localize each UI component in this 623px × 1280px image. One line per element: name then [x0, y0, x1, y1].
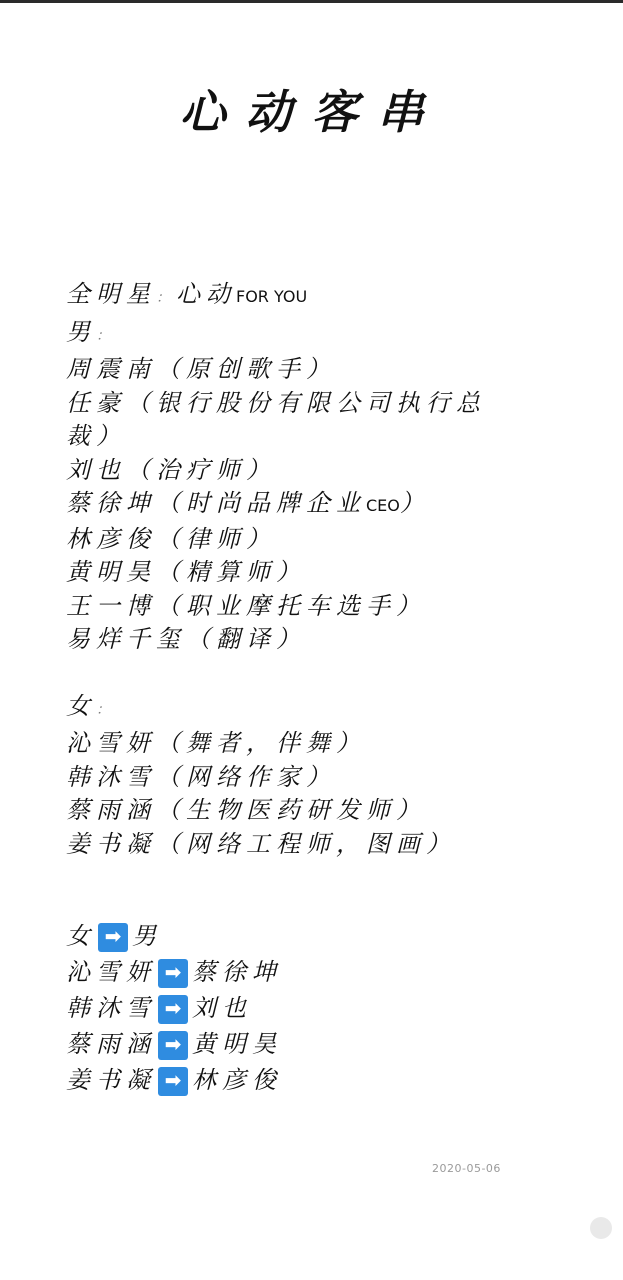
- floating-dot-button[interactable]: [590, 1217, 612, 1239]
- allstar-colon: ：: [156, 290, 176, 306]
- note-date: 2020-05-06: [432, 1162, 501, 1175]
- show-name-latin: FOR YOU: [236, 287, 308, 306]
- male-item: 黄明昊（精算师）: [66, 558, 306, 586]
- pair-left: 蔡雨涵: [66, 1030, 156, 1059]
- allstar-label: 全明星: [66, 280, 156, 308]
- pair-left: 韩沐雪: [66, 994, 156, 1023]
- top-border: [0, 0, 623, 3]
- allstar-line: [66, 278, 506, 316]
- pair-right: 刘也: [192, 994, 252, 1023]
- pair-left: 女: [66, 922, 96, 951]
- pairing-row: [66, 1063, 506, 1099]
- right-arrow-icon: ➡: [158, 995, 188, 1024]
- female-item: 姜书凝（网络工程师，图画）: [66, 829, 456, 858]
- pair-left: 沁雪妍: [66, 958, 156, 987]
- note-body: [66, 278, 506, 1099]
- female-header: [66, 690, 506, 728]
- male-item: 刘也（治疗师）: [66, 455, 276, 484]
- male-item-text: 蔡徐坤（时尚品牌企业: [66, 489, 366, 517]
- female-item: 沁雪妍（舞者，伴舞）: [66, 729, 366, 757]
- male-item-close: ）: [399, 489, 430, 517]
- male-item: 林彦俊（律师）: [66, 524, 276, 553]
- right-arrow-icon: ➡: [158, 1031, 188, 1060]
- male-item: [66, 487, 506, 523]
- male-item: 任豪（银行股份有限公司执行总裁）: [66, 388, 486, 450]
- female-item: 韩沐雪（网络作家）: [66, 762, 336, 791]
- male-header-colon: ：: [96, 327, 116, 344]
- female-header-colon: ：: [96, 701, 116, 718]
- right-arrow-icon: ➡: [158, 959, 188, 988]
- right-arrow-icon: ➡: [98, 923, 128, 952]
- pair-left: 姜书凝: [66, 1066, 156, 1095]
- page-title: 心动客串: [179, 85, 444, 139]
- pairing-row: [66, 991, 506, 1027]
- female-item: 蔡雨涵（生物医药研发师）: [66, 796, 426, 824]
- male-item: 周震南（原创歌手）: [66, 355, 336, 383]
- pairing-row: [66, 955, 506, 991]
- pair-right: 黄明昊: [192, 1030, 282, 1059]
- right-arrow-icon: ➡: [158, 1067, 188, 1096]
- pairings-header: [66, 919, 506, 955]
- show-name: 心动: [176, 280, 236, 308]
- pair-right: 蔡徐坤: [192, 958, 282, 987]
- male-header: [66, 316, 506, 354]
- pair-right: 男: [132, 922, 162, 951]
- pairing-row: [66, 1027, 506, 1063]
- male-item-latin: CEO: [366, 496, 400, 515]
- male-item: 易烊千玺（翻译）: [66, 625, 306, 653]
- pair-right: 林彦俊: [192, 1066, 282, 1095]
- male-header-label: 男: [66, 317, 96, 346]
- male-item: 王一博（职业摩托车选手）: [66, 591, 426, 620]
- female-header-label: 女: [66, 691, 96, 720]
